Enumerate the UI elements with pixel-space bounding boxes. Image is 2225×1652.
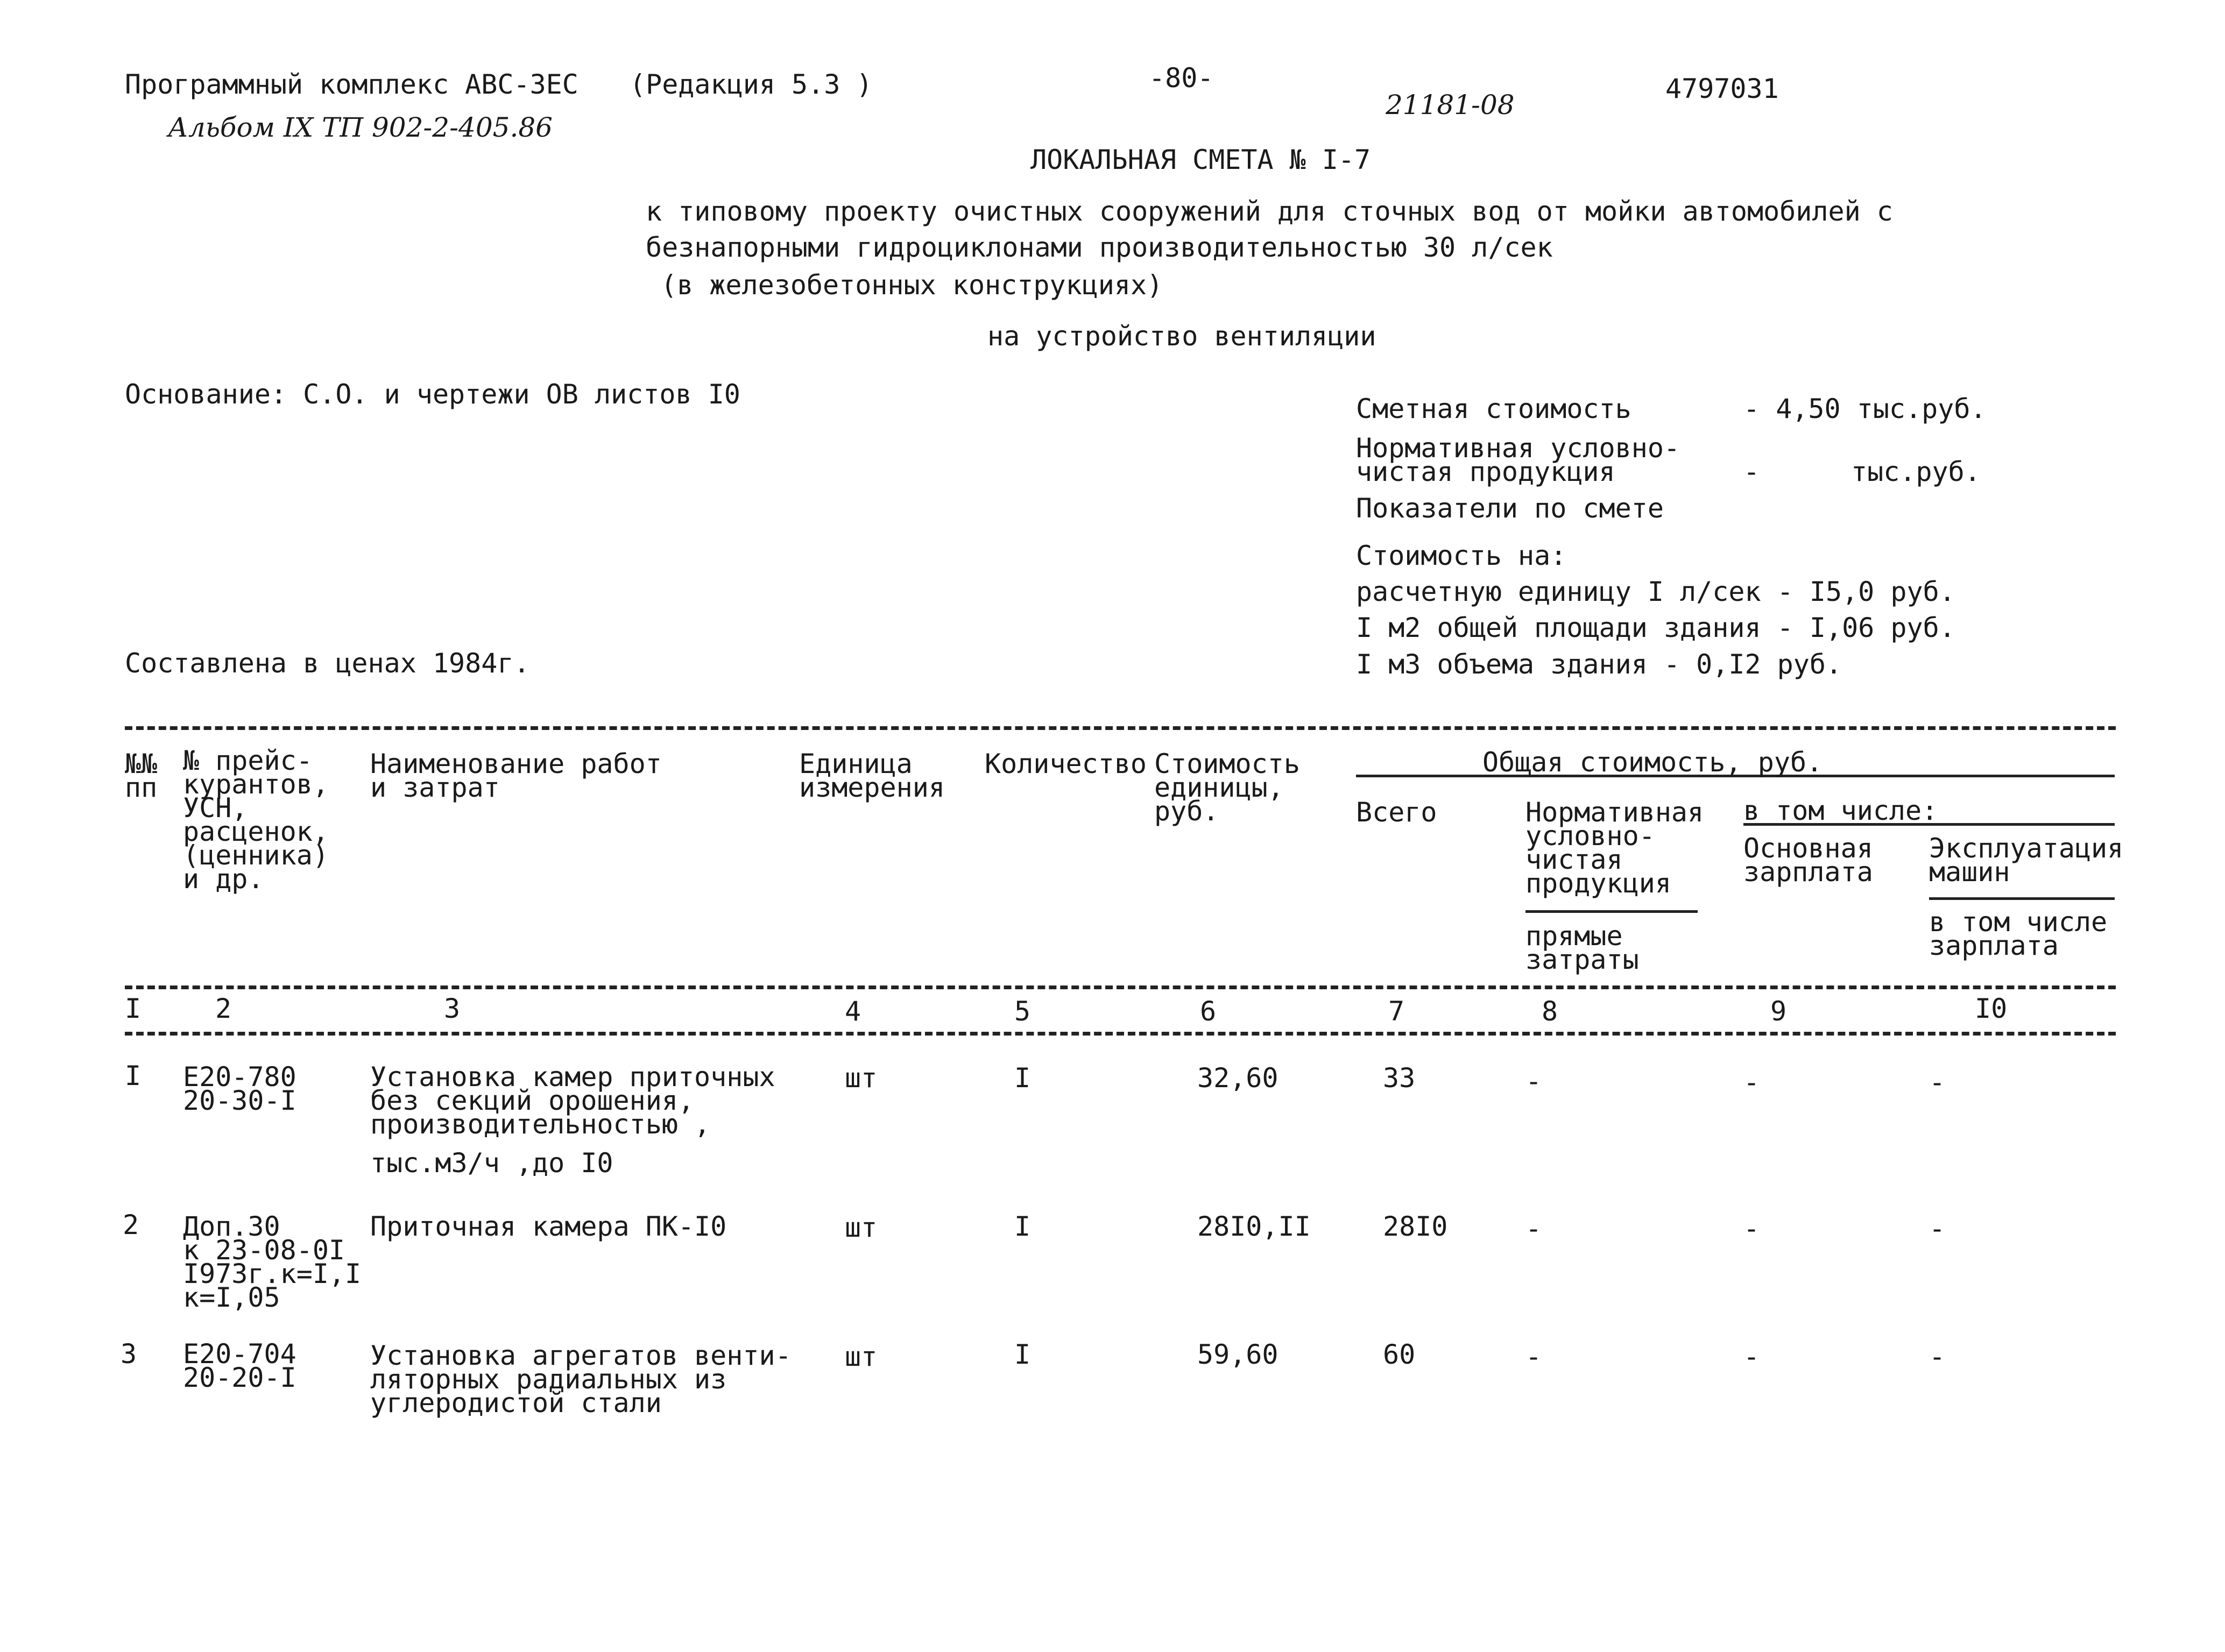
row-3-unit: шт bbox=[845, 1341, 878, 1372]
column-number-8: 8 bbox=[1542, 996, 1558, 1027]
column-number-9: 9 bbox=[1770, 996, 1787, 1027]
edition: (Редакция 5.3 ) bbox=[630, 69, 873, 100]
row-1-unit-cost: 32,60 bbox=[1197, 1062, 1279, 1094]
header-total-cost-group: Общая стоимость, руб. bbox=[1482, 747, 1823, 778]
header-including: в том числе: bbox=[1743, 795, 1938, 826]
row-3-total: 60 bbox=[1383, 1339, 1416, 1370]
header-normative: Нормативная условно- чистая продукция bbox=[1525, 797, 1704, 899]
row-3-number: 3 bbox=[121, 1338, 137, 1370]
header-direct-costs: прямые затраты bbox=[1525, 920, 1639, 975]
column-number-4: 4 bbox=[845, 996, 861, 1027]
row-1-quantity: I bbox=[1014, 1062, 1031, 1094]
prices-year: Составлена в ценах 1984г. bbox=[125, 648, 530, 679]
normative-label-2: чистая продукция bbox=[1356, 456, 1615, 487]
handwritten-code: 21181-08 bbox=[1386, 89, 1515, 120]
header-price-list: № прейс- курантов, УСН, расценок, (ценника) и др. bbox=[183, 745, 329, 895]
project-description-line-3: (в железобетонных конструкциях) bbox=[661, 270, 1163, 301]
header-unit: Единица измерения bbox=[799, 748, 945, 803]
row-3-quantity: I bbox=[1014, 1339, 1031, 1370]
row-1-unit: шт bbox=[845, 1062, 878, 1094]
row-2-col9: - bbox=[1743, 1213, 1760, 1244]
row-2-unit-cost: 28I0,II bbox=[1197, 1211, 1311, 1242]
project-description-line-1: к типовому проекту очистных сооружений для сточных вод от мойки автомобилей с bbox=[646, 196, 1893, 227]
row-3-col9: - bbox=[1743, 1341, 1760, 1372]
row-1-col8: - bbox=[1525, 1066, 1542, 1097]
column-number-5: 5 bbox=[1014, 996, 1031, 1027]
machines-sub-rule bbox=[1929, 897, 2115, 900]
row-2-total: 28I0 bbox=[1383, 1211, 1448, 1242]
normative-dash: - bbox=[1743, 456, 1760, 487]
table-top-rule bbox=[125, 726, 2116, 730]
estimate-title: ЛОКАЛЬНАЯ СМЕТА № I-7 bbox=[1030, 144, 1371, 175]
row-1-col10: - bbox=[1929, 1067, 1946, 1098]
header-row-number: №№ пп bbox=[125, 748, 158, 803]
album-reference: Альбом IX ТП 902-2-405.86 bbox=[168, 112, 553, 143]
header-quantity: Количество bbox=[985, 748, 1147, 779]
row-2-col8: - bbox=[1525, 1213, 1542, 1244]
column-number-6: 6 bbox=[1200, 996, 1217, 1027]
basis: Основание: С.О. и чертежи ОВ листов I0 bbox=[125, 379, 740, 410]
row-1-total: 33 bbox=[1383, 1062, 1416, 1094]
row-3-unit-cost: 59,60 bbox=[1197, 1339, 1279, 1370]
project-description-line-2: безнапорными гидроциклонами производительностью 30 л/сек bbox=[646, 232, 1553, 263]
row-1-col9: - bbox=[1743, 1067, 1760, 1098]
row-3-name: Установка агрегатов венти- ляторных радиальных из углеродистой стали bbox=[370, 1340, 792, 1419]
row-2-quantity: I bbox=[1014, 1211, 1031, 1242]
header-machine-salary: в том числе зарплата bbox=[1929, 906, 2108, 961]
row-3-col10: - bbox=[1929, 1341, 1946, 1372]
header-base-salary: Основная зарплата bbox=[1743, 833, 1873, 888]
row-2-unit: шт bbox=[845, 1212, 878, 1243]
estimated-cost-label: Сметная стоимость bbox=[1356, 393, 1631, 424]
normative-label-1: Нормативная условно- bbox=[1356, 433, 1680, 464]
row-2-code: Доп.30 к 23-08-0I I973г.к=I,I к=I,05 bbox=[183, 1211, 362, 1313]
estimated-cost-value: - 4,50 тыс.руб. bbox=[1743, 393, 1987, 424]
column-numbers-rule bbox=[125, 1032, 2116, 1036]
row-1-code: Е20-780 20-30-I bbox=[183, 1061, 296, 1116]
column-number-2: 2 bbox=[215, 993, 232, 1024]
row-3-code: Е20-704 20-20-I bbox=[183, 1338, 296, 1393]
header-bottom-rule bbox=[125, 985, 2116, 989]
column-number-10: I0 bbox=[1975, 993, 2008, 1024]
row-2-col10: - bbox=[1929, 1213, 1946, 1244]
normative-sub-rule bbox=[1525, 910, 1698, 913]
column-number-3: 3 bbox=[444, 993, 461, 1024]
row-2-number: 2 bbox=[123, 1209, 139, 1240]
row-3-col8: - bbox=[1525, 1341, 1542, 1372]
column-number-1: I bbox=[125, 993, 142, 1024]
row-1-number: I bbox=[125, 1060, 142, 1091]
header-total: Всего bbox=[1356, 797, 1437, 828]
header-machine-operation: Эксплуатация машин bbox=[1929, 833, 2124, 888]
estimate-subject: на устройство вентиляции bbox=[987, 321, 1376, 352]
normative-unit: тыс.руб. bbox=[1851, 456, 1981, 487]
unit-cost: расчетную единицу I л/сек - I5,0 руб. bbox=[1356, 576, 1955, 607]
cost-on-label: Стоимость на: bbox=[1356, 540, 1567, 571]
indicators-label: Показатели по смете bbox=[1356, 493, 1664, 524]
column-number-7: 7 bbox=[1388, 996, 1405, 1027]
volume-cost: I м3 объема здания - 0,I2 руб. bbox=[1356, 649, 1842, 680]
row-1-name: Установка камер приточных без секций орошения, производительностью , bbox=[370, 1061, 775, 1140]
row-2-name: Приточная камера ПК-I0 bbox=[370, 1211, 727, 1242]
area-cost: I м2 общей площади здания - I,06 руб. bbox=[1356, 612, 1955, 643]
document-number: 4797031 bbox=[1665, 73, 1779, 104]
header-unit-cost: Стоимость единицы, руб. bbox=[1154, 748, 1300, 827]
program-name: Программный комплекс АВС-3ЕС bbox=[125, 69, 578, 100]
header-work-name: Наименование работ и затрат bbox=[370, 748, 662, 803]
row-1-name-extra: тыс.м3/ч ,до I0 bbox=[370, 1147, 613, 1179]
page-number: -80- bbox=[1149, 62, 1214, 94]
